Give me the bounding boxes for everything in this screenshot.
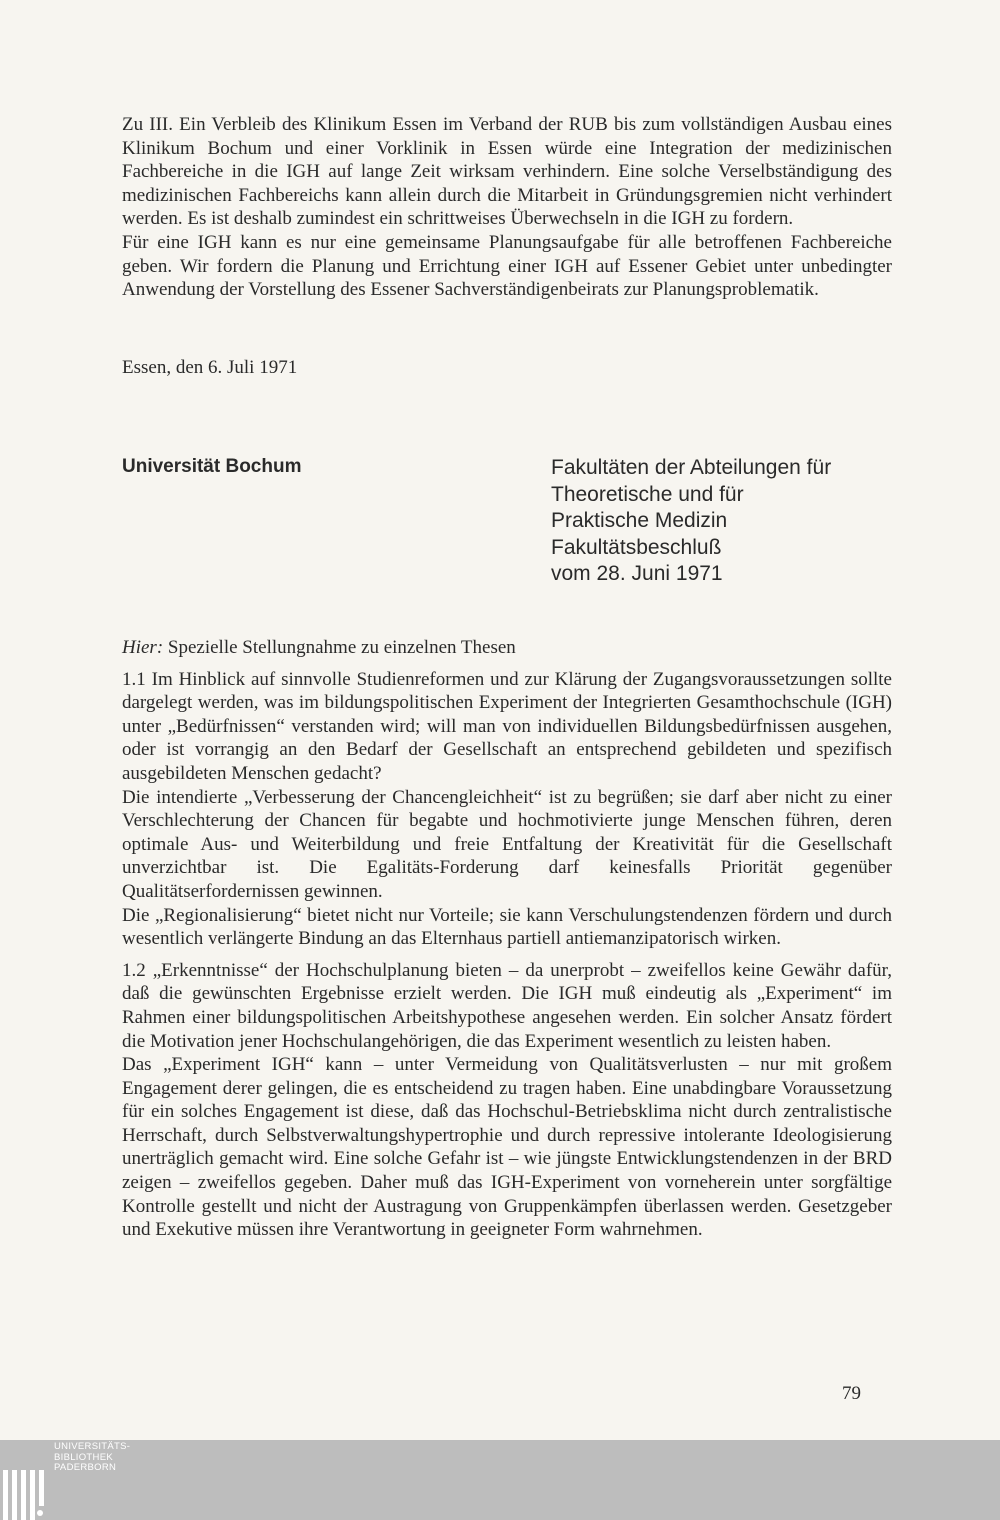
logo-line: BIBLIOTHEK (54, 1451, 113, 1463)
university-heading: Universität Bochum (122, 456, 302, 477)
logo-line: UNIVERSITÄTS- (54, 1441, 131, 1452)
paragraph-experiment: Das „Experiment IGH“ kann – unter Vermeidung von Qualitätsverlusten – nur mit großem Engagement derer gelingen, die es entscheidend zu tragen haben. Eine unabdingbare Voraussetzung für ein solches Engagement ist diese, daß das Hochschul-Betriebsklima nicht durch zentralistische Herrschaft, durch Selbstverwaltungshypertrophie und durch repressive intolerante Ideologisierung unerträglich gemacht wird. Eine solche Gefahr ist – wie jüngste Entwicklungstendenzen in der BRD zeigen – zweifellos gegeben. Daher muß das IGH-Experiment von vorneherein unter sorgfältige Kontrolle gestellt und nicht der Austragung von Gruppenkämpfen überlassen werden. Gesetzgeber und Exekutive müssen ihre Verantwortung in geeigneter Form wahrnehmen. (122, 1054, 892, 1241)
logo-dot-icon (37, 1510, 43, 1516)
subject-label: Hier: (122, 637, 164, 658)
faculty-line: Praktische Medizin (551, 509, 728, 532)
subject-text: Spezielle Stellungnahme zu einzelnen Thesen (163, 637, 516, 658)
faculty-line: Fakultätsbeschluß (551, 535, 722, 559)
paragraph-regionalisierung: Die „Regionalisierung“ bietet nicht nur Vorteile; sie kann Verschulungstendenzen fördern und durch wesentlich verlängerte Bindung an das Elternhaus partiell antiemanzipatorisch wirken. (122, 904, 892, 950)
paragraph-zu-iii: Zu III. Ein Verbleib des Klinikum Essen im Verband der RUB bis zum vollständigen Ausbau eines Klinikum Bochum und einer Vorklinik in Essen würde eine Integration der medizinischen Fachbereiche in die IGH auf lange Zeit wirksam verhindern. Eine solche Verselbständigung des medizinischen Fachbereichs kann allein durch die Mitarbeit in Gründungsgremien nicht verhindert werden. Es ist deshalb zumindest ein schrittweises Überwechseln in die IGH zu fordern. (122, 114, 892, 230)
logo-line: PADERBORN (54, 1462, 117, 1473)
paragraph-1-1: 1.1 Im Hinblick auf sinnvolle Studienreformen und zur Klärung der Zugangsvoraussetzungen sollte dargelegt werden, was im bildungspolitischen Experiment der Integrierten Gesamthochschule (IGH) unter „Bedürfnissen“ verstanden wird; will man von individuellen Bildungsbedürfnissen ausgehen, oder ist vorrangig an den Bedarf der Gesellschaft an entsprechend gebildeten und spezifisch ausgebildeten Menschen gedacht? (122, 668, 892, 784)
dateline: Essen, den 6. Juli 1971 (122, 357, 298, 378)
paragraph-chancengleichheit: Die intendierte „Verbesserung der Chancengleichheit“ ist zu begrüßen; sie darf aber nicht zu einer Verschlechterung der Chancen für begabte und hochmotivierte junge Menschen führen, deren optimale Aus- und Weiterbildung und freie Entfaltung der Kreativität für die Gesellschaft unverzichtbar ist. Die Egalitäts-Forderung darf keinesfalls Priorität gegenüber Qualitätserfordernissen gewinnen. (122, 786, 892, 902)
faculty-line: Fakultäten der Abteilungen für (551, 456, 832, 479)
faculty-line: Theoretische und für (551, 482, 744, 506)
theses-section (122, 636, 892, 1242)
intro-section (122, 113, 892, 302)
page-number: 79 (842, 1383, 861, 1404)
faculty-heading (551, 455, 831, 588)
library-footer (0, 1440, 1000, 1520)
library-logo-text (54, 1442, 130, 1474)
faculty-line: vom 28. Juni 1971 (551, 562, 723, 585)
paragraph-1-2: 1.2 „Erkenntnisse“ der Hochschulplanung bieten – da unerprobt – zweifellos keine Gewähr dafür, daß die gewünschten Ergebnisse erzielt werden. Die IGH muß eindeutig als „Experiment“ im Rahmen einer bildungspolitischen Arbeitshypothese angesehen werden. Ein solcher Ansatz fördert die Motivation jener Hochschulangehörigen, die das Experiment wesentlich zu leisten haben. (122, 959, 892, 1052)
subject-line (122, 636, 892, 660)
paragraph-planning: Für eine IGH kann es nur eine gemeinsame Planungsaufgabe für alle betroffenen Fachbereiche geben. Wir fordern die Planung und Errichtung einer IGH auf Essener Gebiet unter unbedingter Anwendung der Vorstellung des Essener Sachverständigenbeirats zur Planungsproblematik. (122, 231, 892, 301)
